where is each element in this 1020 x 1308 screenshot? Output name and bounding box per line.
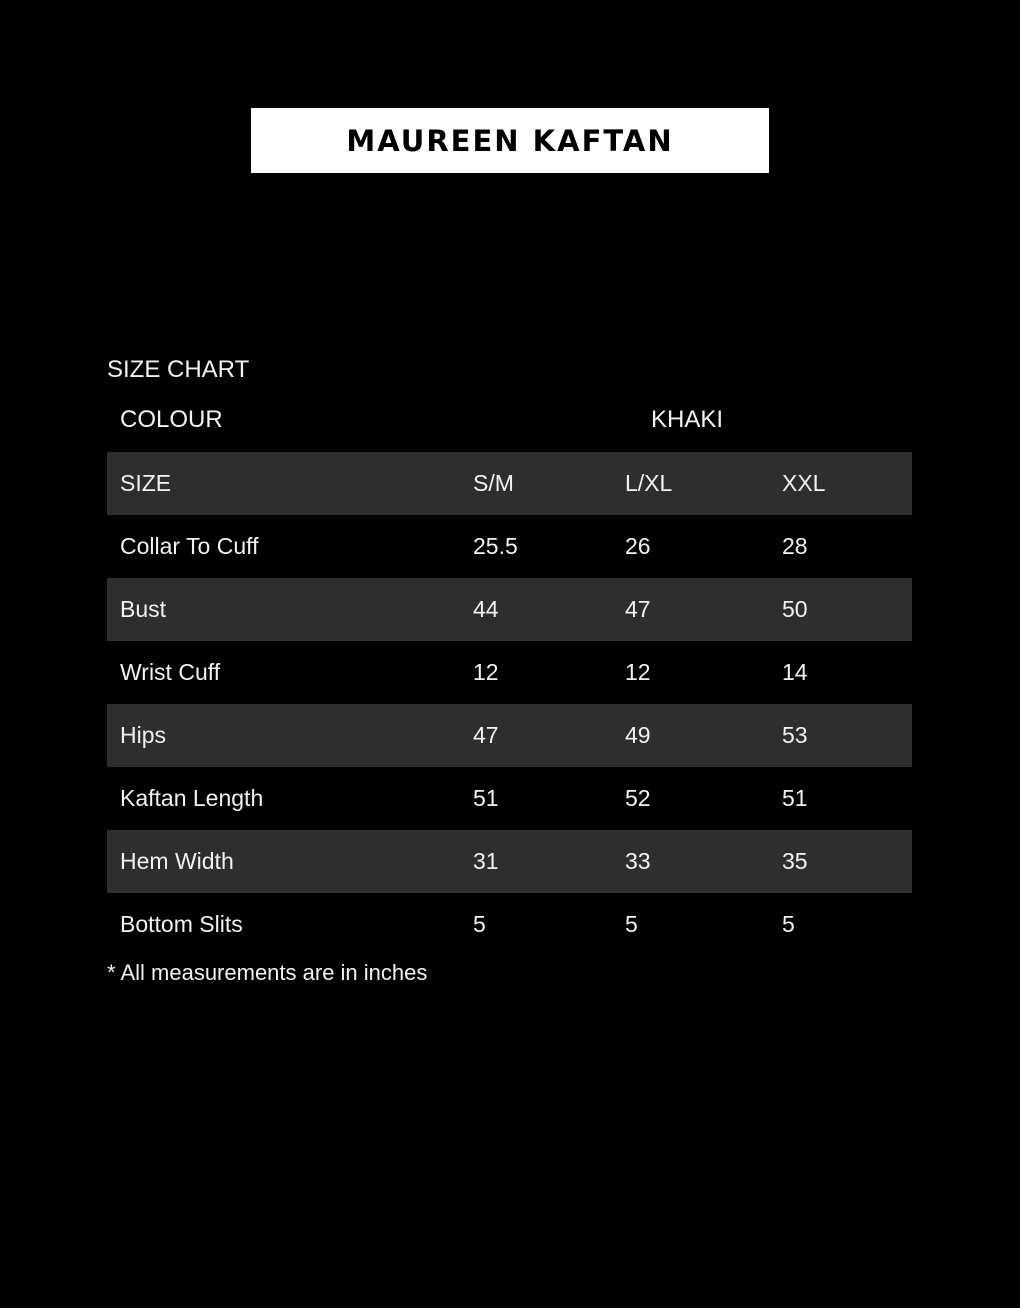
value-xxl: 51: [782, 785, 808, 811]
measurement-label: Wrist Cuff: [120, 659, 221, 685]
colour-value: KHAKI: [651, 406, 724, 433]
value-sm: 5: [473, 911, 486, 937]
value-lxl: 33: [625, 848, 651, 874]
value-sm: 25.5: [473, 533, 518, 559]
measurement-label: Bottom Slits: [120, 911, 243, 937]
measurement-label: Hem Width: [120, 848, 234, 874]
value-lxl: 12: [625, 659, 651, 685]
value-sm: 47: [473, 722, 499, 748]
value-sm: 31: [473, 848, 499, 874]
value-xxl: 53: [782, 722, 808, 748]
value-lxl: 47: [625, 596, 651, 622]
value-xxl: 14: [782, 659, 808, 685]
value-lxl: 49: [625, 722, 651, 748]
title-banner: [251, 108, 769, 173]
value-xxl: 50: [782, 596, 808, 622]
table-header-row: [107, 452, 912, 515]
measurement-footnote: * All measurements are in inches: [107, 960, 428, 985]
value-sm: 12: [473, 659, 499, 685]
value-xxl: 35: [782, 848, 808, 874]
measurement-label: Kaftan Length: [120, 785, 264, 811]
measurement-label: Collar To Cuff: [120, 533, 259, 559]
measurement-label: Hips: [120, 722, 167, 748]
table-row: [107, 830, 912, 893]
table-row: [107, 893, 912, 956]
value-xxl: 5: [782, 911, 795, 937]
value-sm: 44: [473, 596, 499, 622]
value-xxl: 28: [782, 533, 808, 559]
measurement-label: Bust: [120, 596, 167, 622]
colour-row: [107, 402, 912, 440]
size-table: [107, 452, 912, 956]
page-title: MAUREEN KAFTAN: [346, 123, 674, 158]
value-sm: 51: [473, 785, 499, 811]
table-row: [107, 641, 912, 704]
header-lxl: L/XL: [625, 470, 673, 496]
table-row: [107, 767, 912, 830]
value-lxl: 26: [625, 533, 651, 559]
table-row: [107, 578, 912, 641]
colour-label: COLOUR: [120, 406, 223, 433]
table-row: [107, 515, 912, 578]
value-lxl: 52: [625, 785, 651, 811]
table-row: [107, 704, 912, 767]
size-chart-heading: SIZE CHART: [107, 356, 250, 383]
header-size: SIZE: [120, 470, 172, 496]
header-sm: S/M: [473, 470, 514, 496]
header-xxl: XXL: [782, 470, 826, 496]
value-lxl: 5: [625, 911, 638, 937]
